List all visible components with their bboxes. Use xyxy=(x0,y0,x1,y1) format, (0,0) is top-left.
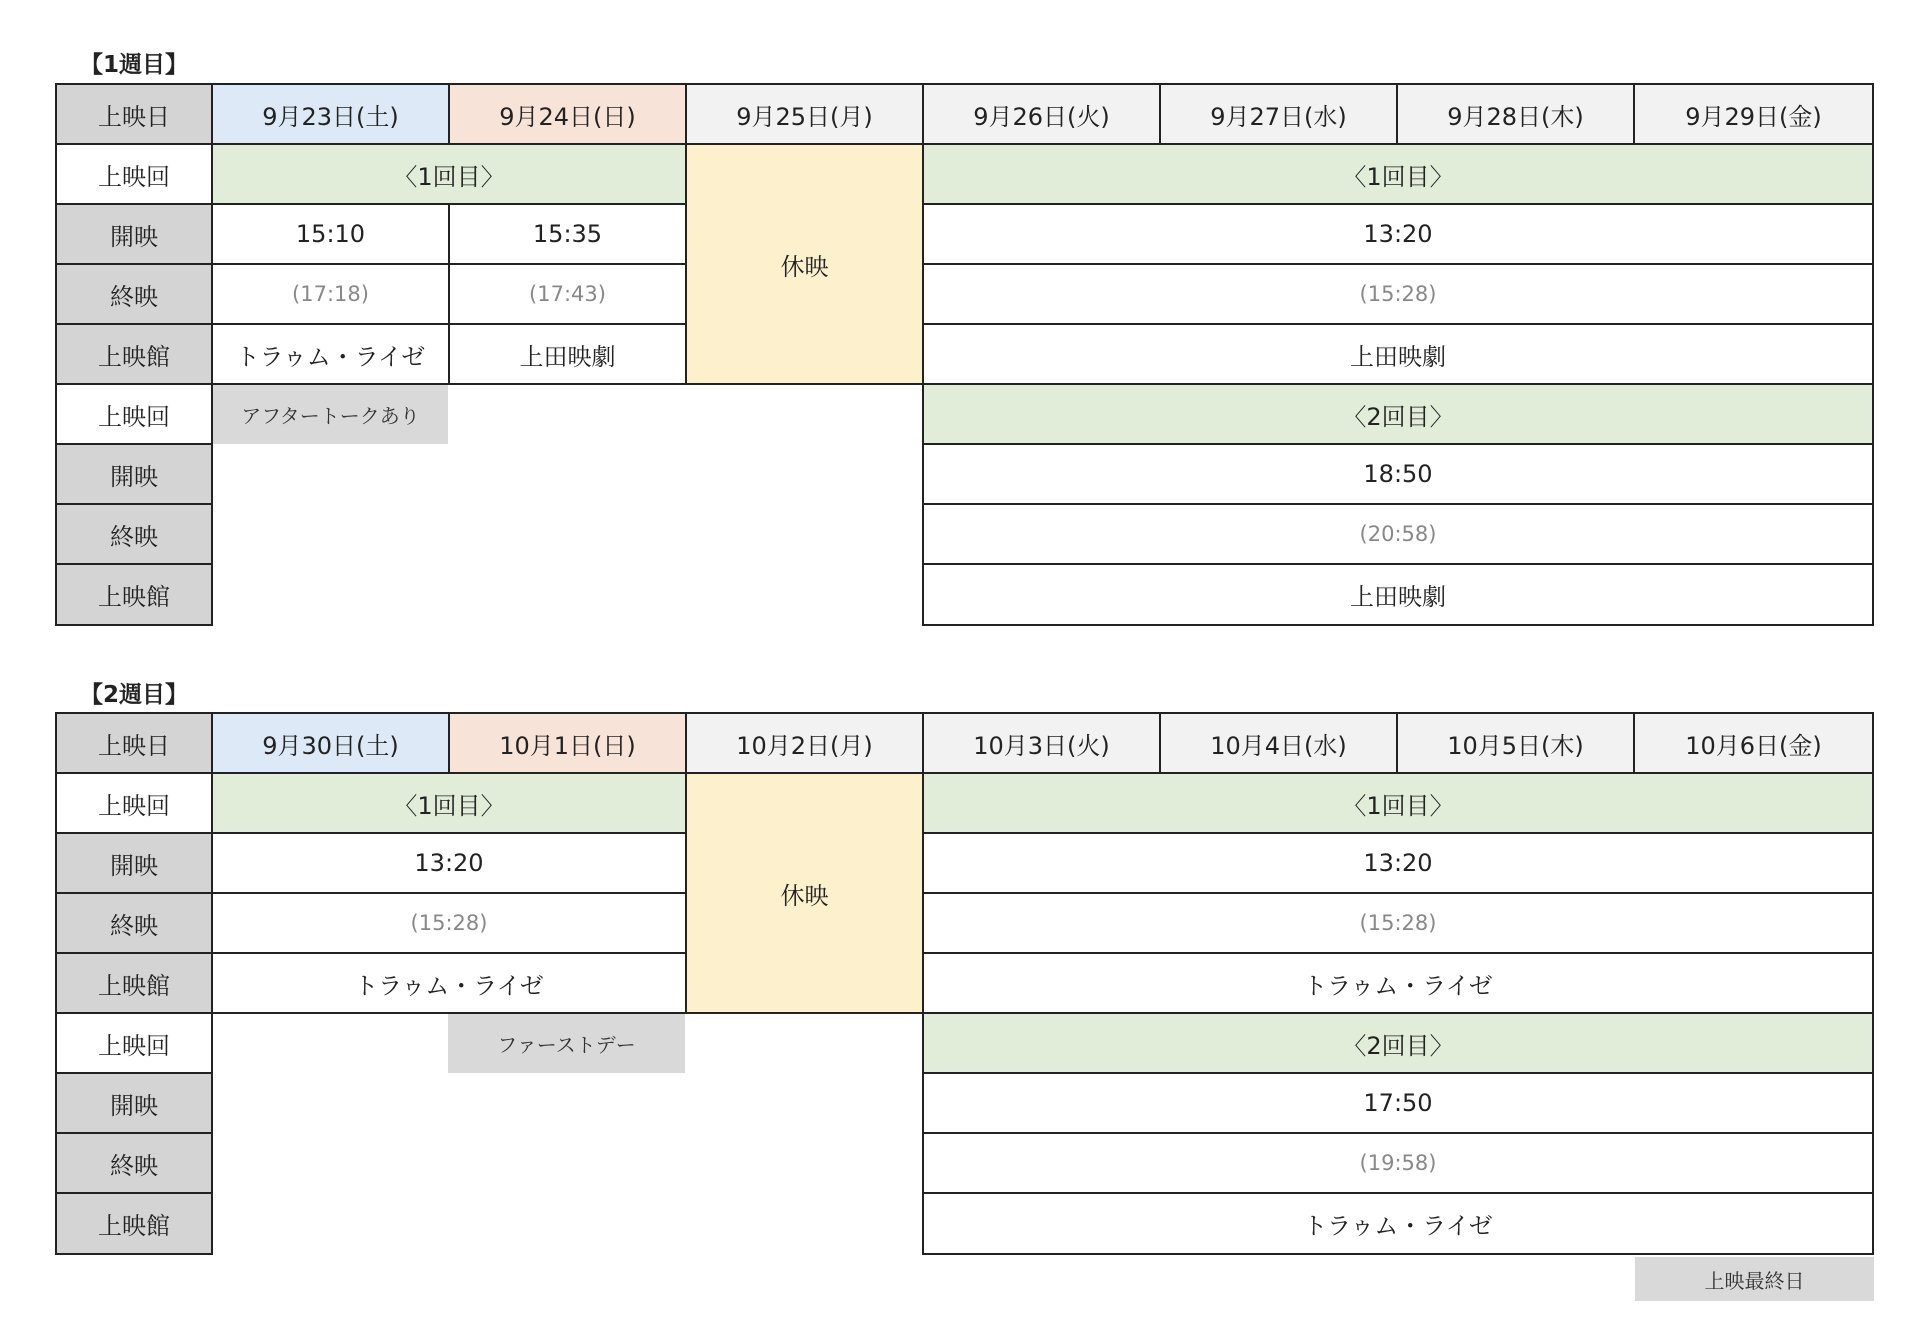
week1-after-talk-note: アフタートークあり xyxy=(213,385,448,444)
week1-sat-end: (17:18) xyxy=(211,263,450,325)
week2-date-tue: 10月3日(火) xyxy=(922,712,1161,774)
week2-weekday-start2: 17:50 xyxy=(922,1072,1874,1134)
week1-weekday-round1: 〈1回目〉 xyxy=(922,143,1874,205)
week2-weekend-start: 13:20 xyxy=(211,832,687,894)
week1-label-round2: 上映回 xyxy=(55,383,213,445)
week2-closed-day: 休映 xyxy=(685,772,924,1014)
week2-label-start2: 開映 xyxy=(55,1072,213,1134)
week1-weekday-venue2: 上田映劇 xyxy=(922,563,1874,626)
final-day-note: 上映最終日 xyxy=(1635,1257,1874,1301)
week2-weekday-venue2: トラゥム・ライゼ xyxy=(922,1192,1874,1255)
week2-label-end1: 終映 xyxy=(55,892,213,954)
week1-label-end1: 終映 xyxy=(55,263,213,325)
week1-date-fri: 9月29日(金) xyxy=(1633,83,1874,145)
week1-label-end2: 終映 xyxy=(55,503,213,565)
week1-sun-start: 15:35 xyxy=(448,203,687,265)
week1-label-venue1: 上映館 xyxy=(55,323,213,385)
week2-title: 【2週目】 xyxy=(80,682,189,708)
week1-label-round1: 上映回 xyxy=(55,143,213,205)
week1-weekday-venue1: 上田映劇 xyxy=(922,323,1874,385)
week1-sat-start: 15:10 xyxy=(211,203,450,265)
week2-label-round1: 上映回 xyxy=(55,772,213,834)
week1-sat-venue: トラゥム・ライゼ xyxy=(211,323,450,385)
week2-weekday-end2: (19:58) xyxy=(922,1132,1874,1194)
week2-label-venue2: 上映館 xyxy=(55,1192,213,1255)
week1-sun-venue: 上田映劇 xyxy=(448,323,687,385)
week1-date-sat: 9月23日(土) xyxy=(211,83,450,145)
week1-label-start2: 開映 xyxy=(55,443,213,505)
week2-label-venue1: 上映館 xyxy=(55,952,213,1014)
week1-label-date: 上映日 xyxy=(55,83,213,145)
week2-weekday-venue1: トラゥム・ライゼ xyxy=(922,952,1874,1014)
week1-weekday-end1: (15:28) xyxy=(922,263,1874,325)
week1-weekday-end2: (20:58) xyxy=(922,503,1874,565)
week1-weekday-start1: 13:20 xyxy=(922,203,1874,265)
week2-date-mon: 10月2日(月) xyxy=(685,712,924,774)
week1-weekday-round2: 〈2回目〉 xyxy=(922,383,1874,445)
week2-date-fri: 10月6日(金) xyxy=(1633,712,1874,774)
week2-date-thu: 10月5日(木) xyxy=(1396,712,1635,774)
week2-weekday-end1: (15:28) xyxy=(922,892,1874,954)
week2-weekday-start1: 13:20 xyxy=(922,832,1874,894)
week1-date-mon: 9月25日(月) xyxy=(685,83,924,145)
week1-date-thu: 9月28日(木) xyxy=(1396,83,1635,145)
week1-weekend-round: 〈1回目〉 xyxy=(211,143,687,205)
week2-weekday-round1: 〈1回目〉 xyxy=(922,772,1874,834)
week1-title: 【1週目】 xyxy=(80,52,189,78)
week2-label-start1: 開映 xyxy=(55,832,213,894)
week1-label-start1: 開映 xyxy=(55,203,213,265)
week1-sun-end: (17:43) xyxy=(448,263,687,325)
week1-date-tue: 9月26日(火) xyxy=(922,83,1161,145)
week2-label-date: 上映日 xyxy=(55,712,213,774)
week2-date-sat: 9月30日(土) xyxy=(211,712,450,774)
week1-closed-day: 休映 xyxy=(685,143,924,385)
week1-date-wed: 9月27日(水) xyxy=(1159,83,1398,145)
week2-date-wed: 10月4日(水) xyxy=(1159,712,1398,774)
week2-label-round2: 上映回 xyxy=(55,1012,213,1074)
week2-label-end2: 終映 xyxy=(55,1132,213,1194)
week2-weekend-venue: トラゥム・ライゼ xyxy=(211,952,687,1014)
week2-weekday-round2: 〈2回目〉 xyxy=(922,1012,1874,1074)
week2-weekend-end: (15:28) xyxy=(211,892,687,954)
week2-first-day-note: ファーストデー xyxy=(448,1014,685,1073)
week2-weekend-round: 〈1回目〉 xyxy=(211,772,687,834)
week1-label-venue2: 上映館 xyxy=(55,563,213,626)
week2-date-sun: 10月1日(日) xyxy=(448,712,687,774)
week1-date-sun: 9月24日(日) xyxy=(448,83,687,145)
week1-weekday-start2: 18:50 xyxy=(922,443,1874,505)
